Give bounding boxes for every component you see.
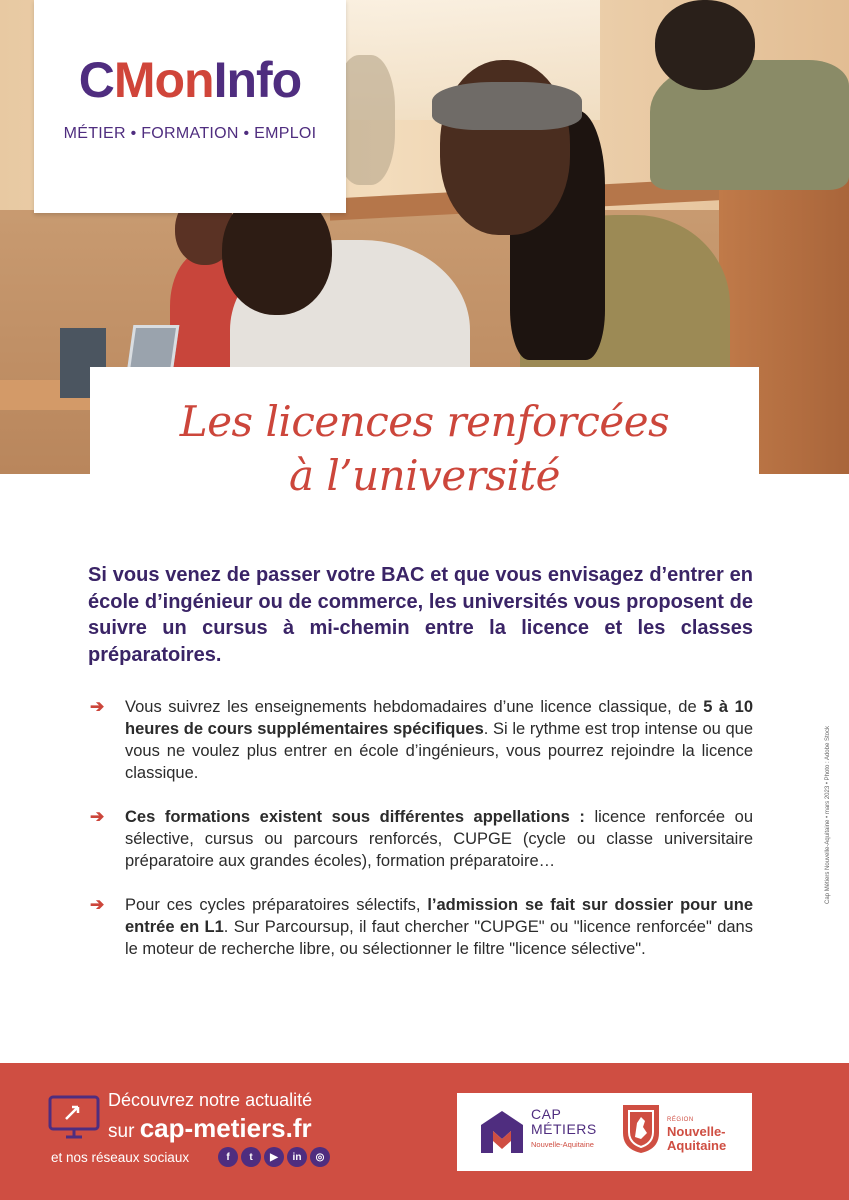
page-title-line2: à l’université — [288, 451, 561, 500]
website-link[interactable]: cap-metiers.fr — [139, 1113, 312, 1143]
logo-part-c: C — [78, 52, 114, 108]
footer-site-line — [108, 1113, 312, 1144]
logo-part-mon: Mon — [113, 52, 214, 108]
cmoninfo-logo — [34, 0, 346, 213]
region-shield-icon — [621, 1103, 661, 1155]
bullet-text: Vous suivrez les enseignements hebdomadaires d’une licence classique, de — [125, 698, 704, 716]
cap-metiers-logo-icon — [477, 1107, 527, 1157]
bullet-text: Pour ces cycles préparatoires sélectifs, — [125, 896, 428, 914]
cap-metiers-line1: CAP — [531, 1106, 562, 1122]
arrow-right-icon: ➔ — [90, 807, 105, 826]
instagram-icon[interactable]: ◎ — [310, 1147, 330, 1167]
bullet-bold-text: 5 à 10 heures de cours supplémentaires spécifiques — [125, 698, 754, 738]
facebook-icon[interactable]: f — [218, 1147, 238, 1167]
arrow-right-icon: ➔ — [90, 697, 105, 716]
bullet-text: . Si le rythme est trop intense ou que vous ne voulez plus entrer en école d’ingénieurs, vous pourrez rejoindre la licence classique. — [125, 720, 754, 782]
photo-credit — [818, 700, 838, 940]
region-label: RÉGION — [667, 1117, 694, 1123]
social-icons — [218, 1147, 330, 1167]
monitor-icon — [48, 1095, 100, 1139]
list-item — [88, 696, 753, 784]
bullet-list — [88, 696, 753, 982]
title-card — [90, 367, 759, 520]
intro-paragraph: Si vous venez de passer votre BAC et que vous envisagez d’entrer en école d’ingénieur ou de commerce, les universités vous proposent de suivre un cursus à mi-chemin entre la licence et les classes préparatoires. — [88, 564, 753, 666]
bullet-bold-text: Ces formations existent sous différentes appellations : — [125, 808, 585, 826]
logo-wordmark — [34, 52, 346, 108]
bullet-text: . Sur Parcoursup, il faut chercher "CUPGE" ou "licence renforcée" dans le moteur de recherche libre, ou sélectionner le filtre "licence sélective". — [125, 918, 753, 958]
logo-part-info: Info — [213, 52, 302, 108]
page-title-line1: Les licences renforcées — [179, 397, 670, 446]
logo-tagline: MÉTIER • FORMATION • EMPLOI — [63, 125, 317, 142]
bullet-text: licence renforcée ou sélective, cursus ou parcours renforcés, CUPGE (cycle ou classe universitaire préparatoire aux grandes écoles), formation préparatoire… — [125, 808, 753, 870]
arrow-right-icon: ➔ — [90, 895, 105, 914]
footer-social-text: et nos réseaux sociaux — [51, 1150, 190, 1165]
region-name — [667, 1125, 726, 1153]
partner-logos — [457, 1093, 752, 1171]
cap-metiers-line2: MÉTIERS — [531, 1121, 597, 1137]
bullet-bold-text: l’admission se fait sur dossier pour une entrée en L1 — [125, 896, 753, 936]
linkedin-icon[interactable]: in — [287, 1147, 307, 1167]
footer-discover-text: Découvrez notre actualité — [108, 1090, 313, 1110]
list-item — [88, 806, 753, 872]
cap-metiers-name — [531, 1107, 597, 1137]
list-item — [88, 894, 753, 960]
cap-metiers-region: Nouvelle-Aquitaine — [531, 1140, 594, 1149]
youtube-icon[interactable]: ▶ — [264, 1147, 284, 1167]
footer-site-prefix: sur — [108, 1121, 140, 1142]
photo-credit-text: Cap Métiers Nouvelle-Aquitaine • mars 2023 • Photo : Adobe Stock — [825, 726, 831, 904]
twitter-icon[interactable]: t — [241, 1147, 261, 1167]
region-name-line1: Nouvelle- — [667, 1124, 726, 1139]
region-name-line2: Aquitaine — [667, 1138, 727, 1153]
